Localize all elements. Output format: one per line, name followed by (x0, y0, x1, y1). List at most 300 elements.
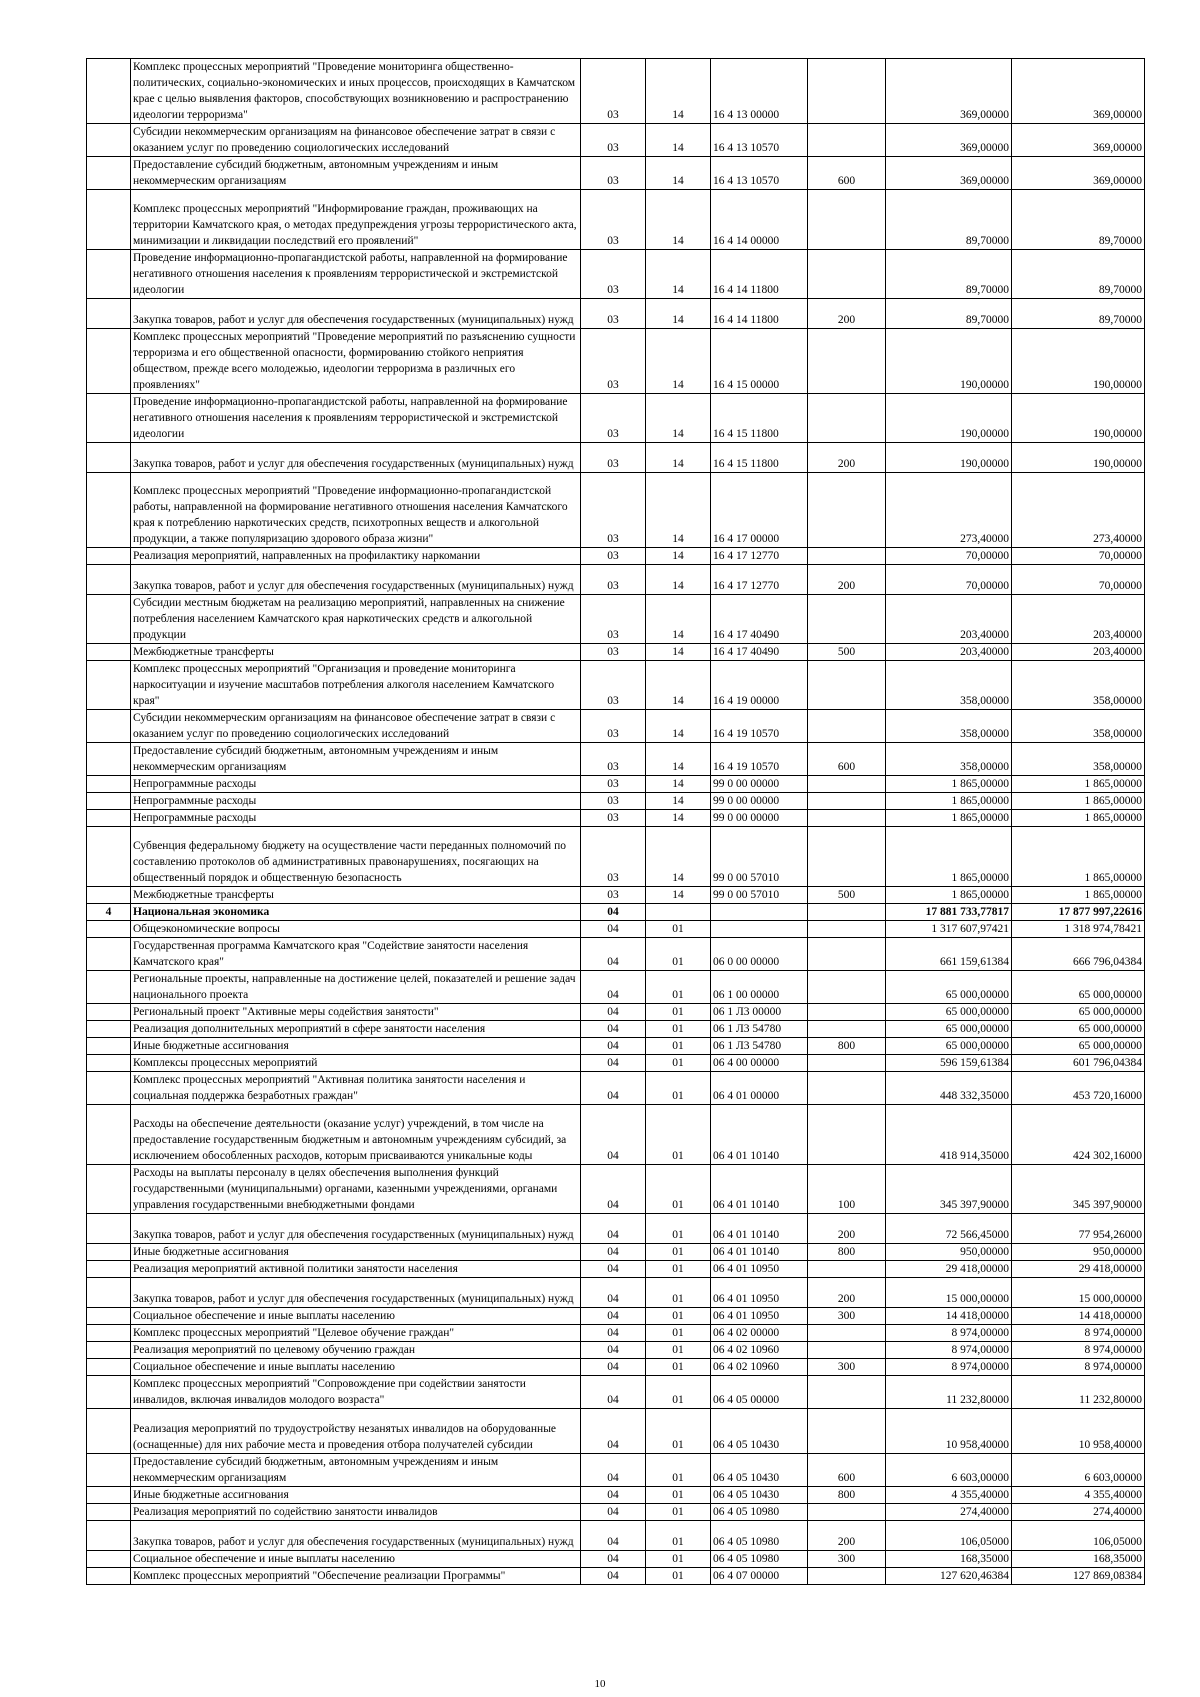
expense-type-code-cell: 600 (808, 1454, 886, 1487)
expense-type-code-cell (808, 1325, 886, 1342)
subsection-code-cell: 14 (646, 793, 711, 810)
target-article-code-cell: 06 4 00 00000 (711, 1055, 808, 1072)
row-number-cell (87, 938, 131, 971)
amount-year1-cell: 6 603,00000 (886, 1454, 1012, 1487)
table-row (87, 1551, 1145, 1568)
section-code-cell: 03 (581, 443, 646, 473)
row-number-cell (87, 921, 131, 938)
amount-year1-cell: 274,40000 (886, 1504, 1012, 1521)
subsection-code-cell: 14 (646, 644, 711, 661)
subsection-code-cell: 01 (646, 1105, 711, 1165)
subsection-code-cell: 14 (646, 548, 711, 565)
row-number-cell (87, 1325, 131, 1342)
section-code-cell: 03 (581, 661, 646, 710)
table-row (87, 299, 1145, 329)
section-code-cell: 03 (581, 644, 646, 661)
amount-year1-cell: 190,00000 (886, 443, 1012, 473)
amount-year1-cell: 127 620,46384 (886, 1568, 1012, 1585)
row-number-cell (87, 565, 131, 595)
subsection-code-cell: 01 (646, 1055, 711, 1072)
expense-type-code-cell (808, 971, 886, 1004)
subsection-code-cell: 01 (646, 938, 711, 971)
row-number-cell (87, 971, 131, 1004)
target-article-code-cell: 06 4 05 10980 (711, 1521, 808, 1551)
target-article-code-cell: 16 4 17 12770 (711, 548, 808, 565)
target-article-code-cell: 06 0 00 00000 (711, 938, 808, 971)
table-row (87, 329, 1145, 394)
row-number-cell (87, 644, 131, 661)
amount-year2-cell: 70,00000 (1012, 548, 1145, 565)
target-article-code-cell: 06 4 05 10430 (711, 1487, 808, 1504)
expense-name-cell: Региональный проект "Активные меры содействия занятости" (131, 1004, 581, 1021)
expense-name-cell: Комплекс процессных мероприятий "Проведение мероприятий по разъяснению сущности терроризма и его общественной опасности, формированию стойкого неприятия обществом, прежде всего молодежью, идеологии терроризма в различных его проявлениях" (131, 329, 581, 394)
section-code-cell: 04 (581, 1021, 646, 1038)
amount-year1-cell: 168,35000 (886, 1551, 1012, 1568)
expense-type-code-cell: 500 (808, 644, 886, 661)
subsection-code-cell: 14 (646, 595, 711, 644)
expense-name-cell: Комплекс процессных мероприятий "Целевое обучение граждан" (131, 1325, 581, 1342)
amount-year2-cell: 190,00000 (1012, 329, 1145, 394)
expense-name-cell: Иные бюджетные ассигнования (131, 1487, 581, 1504)
section-code-cell: 03 (581, 299, 646, 329)
row-number-cell (87, 776, 131, 793)
row-number-cell (87, 157, 131, 190)
expense-type-code-cell (808, 1055, 886, 1072)
target-article-code-cell: 06 4 01 10140 (711, 1105, 808, 1165)
amount-year2-cell: 1 318 974,78421 (1012, 921, 1145, 938)
amount-year2-cell: 89,70000 (1012, 299, 1145, 329)
amount-year2-cell: 89,70000 (1012, 190, 1145, 250)
subsection-code-cell: 01 (646, 1072, 711, 1105)
subsection-code-cell: 14 (646, 329, 711, 394)
target-article-code-cell: 16 4 13 10570 (711, 124, 808, 157)
table-row (87, 810, 1145, 827)
subsection-code-cell: 01 (646, 1214, 711, 1244)
expense-name-cell: Непрограммные расходы (131, 776, 581, 793)
subsection-code-cell: 01 (646, 1308, 711, 1325)
expense-name-cell: Субсидии некоммерческим организациям на финансовое обеспечение затрат в связи с оказанием услуг по проведению социологических исследований (131, 710, 581, 743)
row-number-cell: 4 (87, 904, 131, 921)
target-article-code-cell: 16 4 15 00000 (711, 329, 808, 394)
row-number-cell (87, 1021, 131, 1038)
table-row (87, 1325, 1145, 1342)
expense-type-code-cell (808, 394, 886, 443)
table-row (87, 971, 1145, 1004)
target-article-code-cell: 06 4 05 10980 (711, 1504, 808, 1521)
expense-name-cell: Непрограммные расходы (131, 793, 581, 810)
expense-type-code-cell: 200 (808, 299, 886, 329)
row-number-cell (87, 1454, 131, 1487)
target-article-code-cell: 16 4 13 10570 (711, 157, 808, 190)
target-article-code-cell: 06 4 02 10960 (711, 1359, 808, 1376)
expense-type-code-cell (808, 595, 886, 644)
target-article-code-cell: 06 1 Л3 00000 (711, 1004, 808, 1021)
amount-year2-cell: 65 000,00000 (1012, 1021, 1145, 1038)
target-article-code-cell: 99 0 00 57010 (711, 887, 808, 904)
amount-year2-cell: 70,00000 (1012, 565, 1145, 595)
expense-type-code-cell (808, 250, 886, 299)
target-article-code-cell: 06 1 00 00000 (711, 971, 808, 1004)
amount-year2-cell: 6 603,00000 (1012, 1454, 1145, 1487)
expense-name-cell: Региональные проекты, направленные на достижение целей, показателей и решение задач национального проекта (131, 971, 581, 1004)
amount-year1-cell: 11 232,80000 (886, 1376, 1012, 1409)
expense-type-code-cell (808, 1105, 886, 1165)
amount-year2-cell: 358,00000 (1012, 743, 1145, 776)
amount-year1-cell: 65 000,00000 (886, 1021, 1012, 1038)
table-row (87, 904, 1145, 921)
section-code-cell: 04 (581, 1038, 646, 1055)
table-row (87, 548, 1145, 565)
expense-type-code-cell (808, 1376, 886, 1409)
row-number-cell (87, 1568, 131, 1585)
expense-type-code-cell (808, 1504, 886, 1521)
amount-year2-cell: 203,40000 (1012, 644, 1145, 661)
subsection-code-cell: 01 (646, 1278, 711, 1308)
expense-name-cell: Расходы на выплаты персоналу в целях обеспечения выполнения функций государственными (муниципальными) органами, казенными учреждениями, органами управления государственными внебюджетными фондами (131, 1165, 581, 1214)
amount-year2-cell: 369,00000 (1012, 124, 1145, 157)
expense-type-code-cell: 200 (808, 1278, 886, 1308)
expense-name-cell: Комплекс процессных мероприятий "Проведение информационно-пропагандистской работы, направленной на формирование негативного отношения населения Камчатского края к потреблению наркотических средств, психотропных веществ и алкогольной продукции, а также популяризацию здорового образа жизни" (131, 473, 581, 548)
section-code-cell: 04 (581, 1055, 646, 1072)
expense-type-code-cell (808, 1072, 886, 1105)
section-code-cell: 04 (581, 1342, 646, 1359)
subsection-code-cell: 01 (646, 1504, 711, 1521)
expense-type-code-cell (808, 810, 886, 827)
target-article-code-cell: 06 4 01 10140 (711, 1244, 808, 1261)
row-number-cell (87, 1244, 131, 1261)
row-number-cell (87, 1342, 131, 1359)
subsection-code-cell: 01 (646, 971, 711, 1004)
expense-name-cell: Закупка товаров, работ и услуг для обеспечения государственных (муниципальных) нужд (131, 565, 581, 595)
subsection-code-cell: 01 (646, 1454, 711, 1487)
amount-year1-cell: 17 881 733,77817 (886, 904, 1012, 921)
amount-year2-cell: 65 000,00000 (1012, 1038, 1145, 1055)
expense-type-code-cell: 200 (808, 1214, 886, 1244)
target-article-code-cell: 06 4 07 00000 (711, 1568, 808, 1585)
row-number-cell (87, 1105, 131, 1165)
row-number-cell (87, 1004, 131, 1021)
amount-year2-cell: 15 000,00000 (1012, 1278, 1145, 1308)
amount-year1-cell: 273,40000 (886, 473, 1012, 548)
subsection-code-cell: 01 (646, 1244, 711, 1261)
amount-year1-cell: 65 000,00000 (886, 1004, 1012, 1021)
amount-year1-cell: 4 355,40000 (886, 1487, 1012, 1504)
expense-name-cell: Проведение информационно-пропагандистской работы, направленной на формирование негативного отношения населения к проявлениям террористической и экстремистской идеологии (131, 394, 581, 443)
amount-year2-cell: 4 355,40000 (1012, 1487, 1145, 1504)
subsection-code-cell: 01 (646, 1021, 711, 1038)
section-code-cell: 03 (581, 827, 646, 887)
amount-year1-cell: 106,05000 (886, 1521, 1012, 1551)
target-article-code-cell: 16 4 19 10570 (711, 743, 808, 776)
subsection-code-cell: 14 (646, 710, 711, 743)
amount-year1-cell: 15 000,00000 (886, 1278, 1012, 1308)
expense-type-code-cell (808, 938, 886, 971)
subsection-code-cell: 14 (646, 565, 711, 595)
subsection-code-cell: 01 (646, 1325, 711, 1342)
amount-year2-cell: 11 232,80000 (1012, 1376, 1145, 1409)
amount-year2-cell: 424 302,16000 (1012, 1105, 1145, 1165)
row-number-cell (87, 548, 131, 565)
row-number-cell (87, 1038, 131, 1055)
expense-name-cell: Комплексы процессных мероприятий (131, 1055, 581, 1072)
amount-year2-cell: 17 877 997,22616 (1012, 904, 1145, 921)
section-code-cell: 03 (581, 190, 646, 250)
amount-year1-cell: 950,00000 (886, 1244, 1012, 1261)
table-row (87, 1261, 1145, 1278)
target-article-code-cell: 16 4 15 11800 (711, 394, 808, 443)
section-code-cell: 04 (581, 904, 646, 921)
subsection-code-cell (646, 904, 711, 921)
expense-name-cell: Закупка товаров, работ и услуг для обеспечения государственных (муниципальных) нужд (131, 443, 581, 473)
amount-year1-cell: 89,70000 (886, 299, 1012, 329)
subsection-code-cell: 01 (646, 1521, 711, 1551)
table-row (87, 1342, 1145, 1359)
expense-name-cell: Комплекс процессных мероприятий "Организация и проведение мониторинга наркоситуации и изучение масштабов потребления алкоголя населением Камчатского края" (131, 661, 581, 710)
amount-year1-cell: 65 000,00000 (886, 1038, 1012, 1055)
row-number-cell (87, 1504, 131, 1521)
subsection-code-cell: 01 (646, 1165, 711, 1214)
section-code-cell: 04 (581, 1308, 646, 1325)
amount-year1-cell: 358,00000 (886, 743, 1012, 776)
section-code-cell: 03 (581, 59, 646, 124)
table-row (87, 124, 1145, 157)
table-row (87, 743, 1145, 776)
expense-type-code-cell: 800 (808, 1487, 886, 1504)
expense-type-code-cell (808, 793, 886, 810)
amount-year2-cell: 1 865,00000 (1012, 793, 1145, 810)
amount-year1-cell: 369,00000 (886, 59, 1012, 124)
section-code-cell: 03 (581, 394, 646, 443)
row-number-cell (87, 1359, 131, 1376)
expense-type-code-cell: 600 (808, 743, 886, 776)
target-article-code-cell: 16 4 17 40490 (711, 595, 808, 644)
amount-year2-cell: 106,05000 (1012, 1521, 1145, 1551)
row-number-cell (87, 1278, 131, 1308)
expense-type-code-cell (808, 124, 886, 157)
expense-name-cell: Социальное обеспечение и иные выплаты населению (131, 1308, 581, 1325)
amount-year1-cell: 14 418,00000 (886, 1308, 1012, 1325)
amount-year2-cell: 10 958,40000 (1012, 1409, 1145, 1454)
expense-type-code-cell (808, 1261, 886, 1278)
section-code-cell: 04 (581, 1004, 646, 1021)
expense-type-code-cell (808, 548, 886, 565)
subsection-code-cell: 01 (646, 1342, 711, 1359)
section-code-cell: 03 (581, 329, 646, 394)
section-code-cell: 04 (581, 921, 646, 938)
expense-type-code-cell (808, 1409, 886, 1454)
table-row (87, 1055, 1145, 1072)
amount-year1-cell: 369,00000 (886, 124, 1012, 157)
expense-type-code-cell (808, 827, 886, 887)
amount-year2-cell: 666 796,04384 (1012, 938, 1145, 971)
amount-year2-cell: 65 000,00000 (1012, 1004, 1145, 1021)
amount-year1-cell: 596 159,61384 (886, 1055, 1012, 1072)
target-article-code-cell: 06 4 02 00000 (711, 1325, 808, 1342)
subsection-code-cell: 14 (646, 443, 711, 473)
section-code-cell: 03 (581, 548, 646, 565)
amount-year1-cell: 89,70000 (886, 250, 1012, 299)
expense-type-code-cell: 200 (808, 1521, 886, 1551)
target-article-code-cell: 06 4 01 10950 (711, 1308, 808, 1325)
section-code-cell: 04 (581, 1359, 646, 1376)
amount-year1-cell: 1 317 607,97421 (886, 921, 1012, 938)
subsection-code-cell: 14 (646, 810, 711, 827)
target-article-code-cell: 16 4 19 00000 (711, 661, 808, 710)
expense-name-cell: Социальное обеспечение и иные выплаты населению (131, 1551, 581, 1568)
target-article-code-cell: 06 4 05 10430 (711, 1454, 808, 1487)
amount-year1-cell: 8 974,00000 (886, 1325, 1012, 1342)
section-code-cell: 04 (581, 1072, 646, 1105)
row-number-cell (87, 1165, 131, 1214)
section-code-cell: 04 (581, 971, 646, 1004)
expense-type-code-cell: 300 (808, 1551, 886, 1568)
amount-year2-cell: 274,40000 (1012, 1504, 1145, 1521)
section-code-cell: 04 (581, 1165, 646, 1214)
expense-name-cell: Расходы на обеспечение деятельности (оказание услуг) учреждений, в том числе на предоставление государственным бюджетным и автономным учреждениям субсидий, за исключением обособленных расходов, которым присваиваются уникальные коды (131, 1105, 581, 1165)
row-number-cell (87, 299, 131, 329)
section-code-cell: 04 (581, 1261, 646, 1278)
target-article-code-cell: 06 4 01 00000 (711, 1072, 808, 1105)
expense-name-cell: Комплекс процессных мероприятий "Обеспечение реализации Программы" (131, 1568, 581, 1585)
expense-name-cell: Межбюджетные трансферты (131, 887, 581, 904)
target-article-code-cell: 99 0 00 00000 (711, 776, 808, 793)
expense-type-code-cell (808, 1342, 886, 1359)
amount-year1-cell: 8 974,00000 (886, 1342, 1012, 1359)
amount-year1-cell: 1 865,00000 (886, 776, 1012, 793)
amount-year1-cell: 1 865,00000 (886, 887, 1012, 904)
section-code-cell: 04 (581, 1376, 646, 1409)
budget-table (86, 58, 1145, 1585)
subsection-code-cell: 01 (646, 1359, 711, 1376)
amount-year2-cell: 127 869,08384 (1012, 1568, 1145, 1585)
row-number-cell (87, 124, 131, 157)
amount-year1-cell: 190,00000 (886, 394, 1012, 443)
expense-name-cell: Субсидии некоммерческим организациям на финансовое обеспечение затрат в связи с оказанием услуг по проведению социологических исследований (131, 124, 581, 157)
subsection-code-cell: 14 (646, 250, 711, 299)
row-number-cell (87, 793, 131, 810)
row-number-cell (87, 827, 131, 887)
expense-name-cell: Закупка товаров, работ и услуг для обеспечения государственных (муниципальных) нужд (131, 1214, 581, 1244)
table-row (87, 1278, 1145, 1308)
amount-year1-cell: 358,00000 (886, 710, 1012, 743)
amount-year2-cell: 358,00000 (1012, 661, 1145, 710)
expense-type-code-cell: 800 (808, 1244, 886, 1261)
subsection-code-cell: 14 (646, 661, 711, 710)
row-number-cell (87, 59, 131, 124)
amount-year2-cell: 14 418,00000 (1012, 1308, 1145, 1325)
expense-name-cell: Субвенция федеральному бюджету на осуществление части переданных полномочий по составлению протоколов об административных правонарушениях, посягающих на общественный порядок и общественную безопасность (131, 827, 581, 887)
subsection-code-cell: 14 (646, 473, 711, 548)
row-number-cell (87, 190, 131, 250)
section-code-cell: 04 (581, 1521, 646, 1551)
expense-name-cell: Комплекс процессных мероприятий "Сопровождение при содействии занятости инвалидов, включая инвалидов молодого возраста" (131, 1376, 581, 1409)
amount-year1-cell: 203,40000 (886, 644, 1012, 661)
table-row (87, 938, 1145, 971)
amount-year2-cell: 345 397,90000 (1012, 1165, 1145, 1214)
section-code-cell: 03 (581, 157, 646, 190)
target-article-code-cell: 06 4 02 10960 (711, 1342, 808, 1359)
target-article-code-cell: 06 4 05 10980 (711, 1551, 808, 1568)
amount-year1-cell: 10 958,40000 (886, 1409, 1012, 1454)
amount-year1-cell: 358,00000 (886, 661, 1012, 710)
table-row (87, 1004, 1145, 1021)
expense-type-code-cell (808, 1568, 886, 1585)
section-code-cell: 04 (581, 1454, 646, 1487)
target-article-code-cell: 06 4 01 10950 (711, 1261, 808, 1278)
expense-type-code-cell (808, 904, 886, 921)
table-row (87, 661, 1145, 710)
row-number-cell (87, 329, 131, 394)
table-row (87, 1021, 1145, 1038)
expense-name-cell: Реализация мероприятий по трудоустройству незанятых инвалидов на оборудованные (оснащенные) для них рабочие места и проведения отбора получателей субсидии (131, 1409, 581, 1454)
section-code-cell: 04 (581, 1409, 646, 1454)
amount-year2-cell: 1 865,00000 (1012, 887, 1145, 904)
table-row (87, 1072, 1145, 1105)
section-code-cell: 04 (581, 1568, 646, 1585)
expense-name-cell: Комплекс процессных мероприятий "Информирование граждан, проживающих на территории Камчатского края, о методах предупреждения угрозы террористического акта, минимизации и ликвидации последствий его проявлений" (131, 190, 581, 250)
row-number-cell (87, 1261, 131, 1278)
table-row (87, 250, 1145, 299)
amount-year2-cell: 1 865,00000 (1012, 827, 1145, 887)
target-article-code-cell: 06 4 05 10430 (711, 1409, 808, 1454)
amount-year1-cell: 70,00000 (886, 548, 1012, 565)
expense-name-cell: Непрограммные расходы (131, 810, 581, 827)
row-number-cell (87, 1055, 131, 1072)
expense-type-code-cell: 200 (808, 565, 886, 595)
expense-type-code-cell: 300 (808, 1308, 886, 1325)
subsection-code-cell: 14 (646, 124, 711, 157)
amount-year2-cell: 77 954,26000 (1012, 1214, 1145, 1244)
table-row (87, 793, 1145, 810)
target-article-code-cell: 16 4 17 00000 (711, 473, 808, 548)
row-number-cell (87, 595, 131, 644)
expense-type-code-cell (808, 710, 886, 743)
table-row (87, 1504, 1145, 1521)
amount-year2-cell: 65 000,00000 (1012, 971, 1145, 1004)
subsection-code-cell: 14 (646, 776, 711, 793)
target-article-code-cell: 16 4 14 11800 (711, 299, 808, 329)
target-article-code-cell: 99 0 00 00000 (711, 793, 808, 810)
expense-type-code-cell: 100 (808, 1165, 886, 1214)
expense-name-cell: Предоставление субсидий бюджетным, автономным учреждениям и иным некоммерческим организациям (131, 1454, 581, 1487)
amount-year1-cell: 1 865,00000 (886, 793, 1012, 810)
section-code-cell: 03 (581, 743, 646, 776)
expense-name-cell: Государственная программа Камчатского края "Содействие занятости населения Камчатского края" (131, 938, 581, 971)
amount-year1-cell: 661 159,61384 (886, 938, 1012, 971)
section-code-cell: 03 (581, 250, 646, 299)
amount-year1-cell: 8 974,00000 (886, 1359, 1012, 1376)
subsection-code-cell: 01 (646, 1551, 711, 1568)
subsection-code-cell: 01 (646, 1376, 711, 1409)
row-number-cell (87, 1551, 131, 1568)
section-code-cell: 03 (581, 887, 646, 904)
row-number-cell (87, 810, 131, 827)
subsection-code-cell: 01 (646, 1038, 711, 1055)
subsection-code-cell: 01 (646, 1568, 711, 1585)
row-number-cell (87, 443, 131, 473)
amount-year2-cell: 369,00000 (1012, 157, 1145, 190)
amount-year1-cell: 70,00000 (886, 565, 1012, 595)
target-article-code-cell: 16 4 14 11800 (711, 250, 808, 299)
section-code-cell: 03 (581, 124, 646, 157)
expense-name-cell: Проведение информационно-пропагандистской работы, направленной на формирование негативного отношения населения к проявлениям террористической и экстремистской идеологии (131, 250, 581, 299)
target-article-code-cell: 16 4 17 12770 (711, 565, 808, 595)
target-article-code-cell: 06 4 05 00000 (711, 1376, 808, 1409)
row-number-cell (87, 250, 131, 299)
expense-type-code-cell (808, 776, 886, 793)
expense-name-cell: Реализация мероприятий активной политики занятости населения (131, 1261, 581, 1278)
target-article-code-cell: 06 1 Л3 54780 (711, 1021, 808, 1038)
